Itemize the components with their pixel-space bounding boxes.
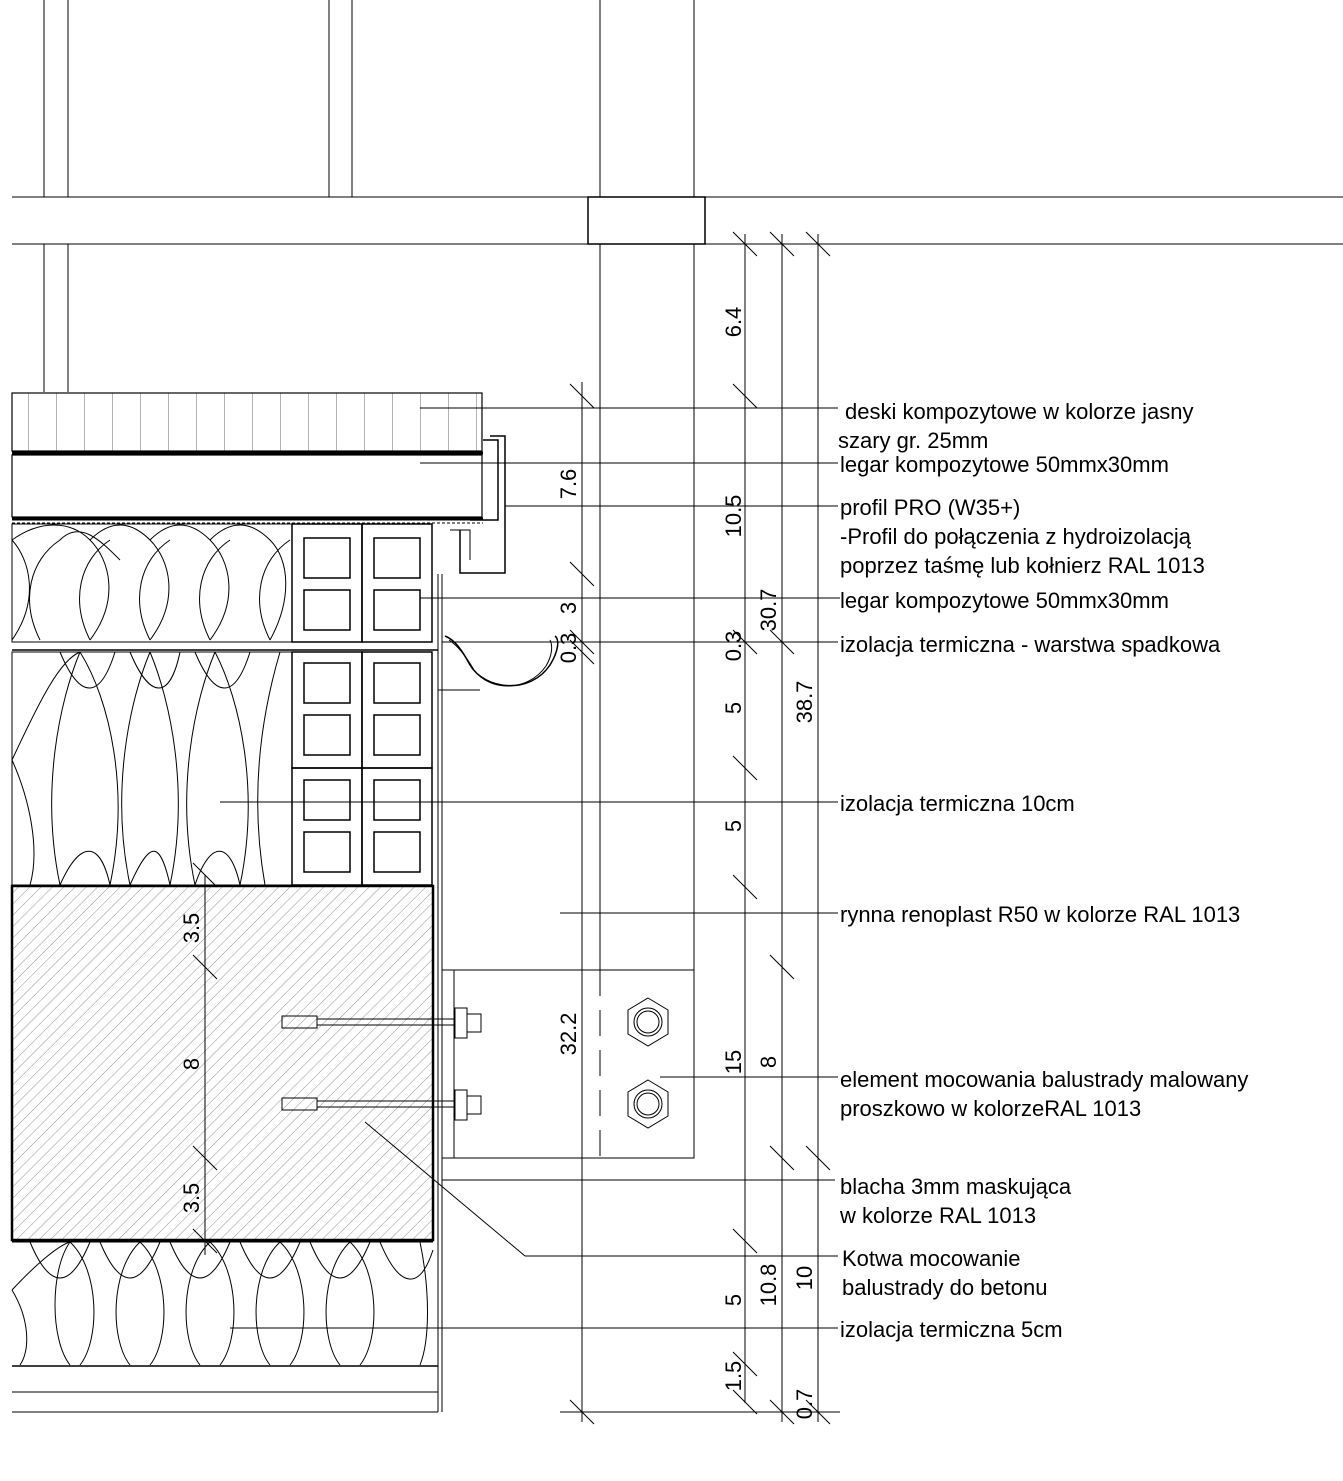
annotation-labels — [838, 399, 1248, 1342]
gutter-renoplast — [438, 574, 558, 1412]
label-deck-boards-1: deski kompozytowe w kolorze jasny — [845, 399, 1194, 424]
hex-bolt-top — [628, 998, 668, 1046]
dim-6-4: 6.4 — [721, 306, 746, 338]
dim-5-c: 5 — [721, 1293, 746, 1307]
dim-8-b: 8 — [179, 1057, 204, 1071]
dim-8-a: 8 — [756, 1055, 781, 1069]
label-anchor-2: balustrady do betonu — [842, 1275, 1048, 1300]
concrete-slab — [12, 886, 433, 1240]
label-gutter: rynna renoplast R50 w kolorze RAL 1013 — [840, 902, 1241, 927]
dim-1-5: 1.5 — [721, 1360, 746, 1392]
label-mount-element-1: element mocowania balustrady malowany — [840, 1067, 1249, 1092]
label-insulation-10cm: izolacja termiczna 10cm — [840, 791, 1075, 816]
composite-joists — [292, 524, 432, 885]
label-deck-boards-2: szary gr. 25mm — [838, 428, 989, 453]
label-masking-sheet-1: blacha 3mm maskująca — [840, 1174, 1072, 1199]
dim-0-7: 0.7 — [792, 1388, 817, 1420]
insulation-5cm — [12, 1241, 438, 1412]
label-profile-pro-3: poprzez taśmę lub kołnierz RAL 1013 — [840, 553, 1205, 578]
label-insulation-5cm: izolacja termiczna 5cm — [840, 1317, 1063, 1342]
label-anchor-1: Kotwa mocowanie — [842, 1246, 1021, 1271]
dim-10-8: 10.8 — [756, 1263, 781, 1307]
dim-15: 15 — [721, 1049, 746, 1075]
label-slope-insulation: izolacja termiczna - warstwa spadkowa — [840, 632, 1221, 657]
dim-0-3-b: 0.3 — [556, 632, 581, 664]
dim-5-b: 5 — [721, 819, 746, 833]
dim-30-7: 30.7 — [756, 588, 781, 632]
composite-deck-boards — [12, 393, 505, 573]
dim-0-3-a: 0.3 — [721, 630, 746, 662]
label-masking-sheet-2: w kolorze RAL 1013 — [840, 1203, 1037, 1228]
dim-10-5: 10.5 — [721, 494, 746, 538]
dim-3: 3 — [556, 601, 581, 615]
hex-bolt-bottom — [628, 1080, 668, 1128]
dim-10: 10 — [792, 1265, 817, 1291]
label-mount-element-2: proszkowo w kolorzeRAL 1013 — [840, 1096, 1142, 1121]
label-joist-top: legar kompozytowe 50mmx30mm — [840, 452, 1169, 477]
dim-7-6: 7.6 — [556, 468, 581, 500]
label-joist-bottom: legar kompozytowe 50mmx30mm — [840, 588, 1169, 613]
balustrade-mounting-plate — [442, 970, 835, 1180]
dim-5-a: 5 — [721, 701, 746, 715]
dim-38-7: 38.7 — [792, 680, 817, 724]
label-profile-pro-2: -Profil do połączenia z hydroizolacją — [840, 524, 1191, 549]
deck-joist — [12, 455, 482, 517]
handrail-rail — [588, 197, 705, 244]
dim-3-5-a: 3.5 — [179, 912, 204, 944]
dim-32-2: 32.2 — [556, 1012, 581, 1056]
dim-3-5-b: 3.5 — [179, 1182, 204, 1214]
insulation-10cm — [12, 652, 292, 885]
label-profile-pro-1: profil PRO (W35+) — [840, 495, 1021, 520]
